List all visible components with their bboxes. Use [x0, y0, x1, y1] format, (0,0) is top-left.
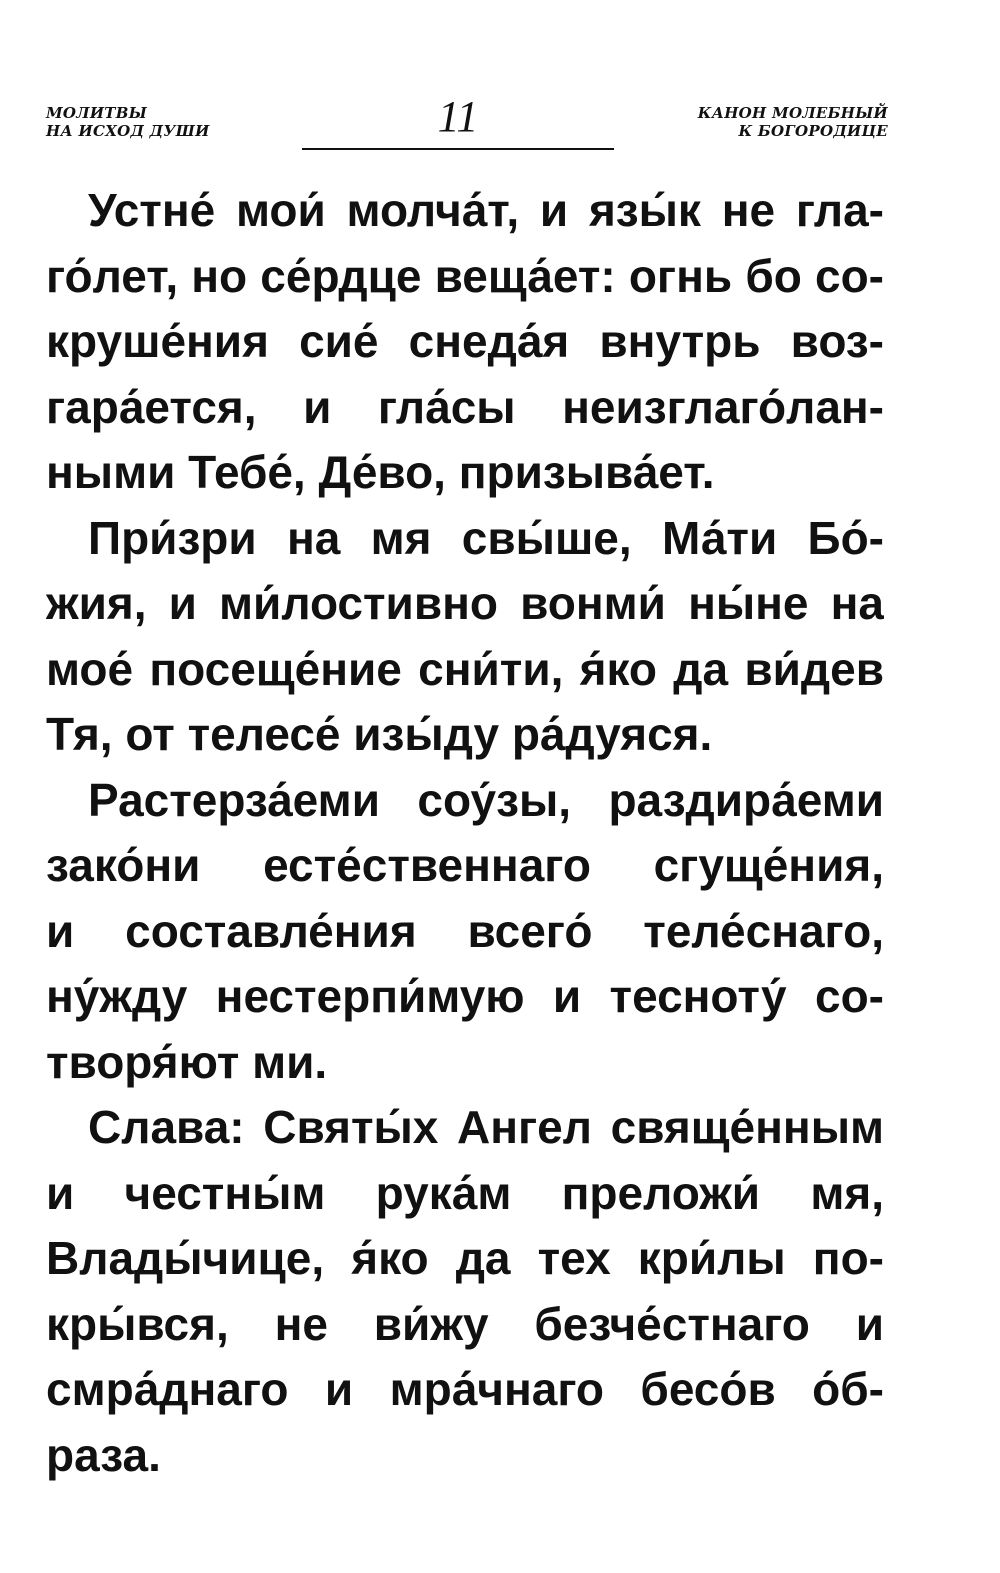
text-line: и честны́м рука́м преложи́ мя,: [46, 1166, 884, 1219]
text-line: Тя, от телесе́ изы́ду ра́дуяся.: [46, 708, 713, 760]
header-right-line-1: КАНОН МОЛЕБНЫЙ: [697, 104, 888, 122]
text-line: зако́ни есте́ственнаго сгуще́ния,: [46, 839, 884, 891]
text-line: жия, и ми́лостивно вонми́ ны́не на: [46, 577, 884, 629]
running-header: [0, 0, 1000, 160]
text-line: Влады́чице, я́ко да тех кри́лы по-: [46, 1232, 884, 1284]
text-line: Слава: Святы́х Ангел свяще́нным: [88, 1101, 884, 1153]
text-line: круше́ния сие́ снеда́я внутрь воз-: [46, 315, 884, 367]
text-line: кры́вся, не ви́жу безче́стнаго и: [46, 1297, 884, 1350]
text-line: и составле́ния всего́ теле́снаго,: [46, 904, 884, 957]
text-line: го́лет, но се́рдце веща́ет: огнь бо со-: [46, 249, 884, 302]
paragraph-2: [46, 506, 884, 768]
paragraph-3: [46, 768, 884, 1096]
paragraph-1: [46, 178, 884, 506]
paragraph-4: [46, 1095, 884, 1488]
text-line: смра́днаго и мра́чнаго бесо́в о́б-: [46, 1363, 884, 1415]
header-right-title: [698, 104, 888, 140]
body-text: [46, 178, 884, 1488]
text-line: гара́ется, и гла́сы неизглаго́лан-: [46, 380, 884, 433]
header-left-line-2: НА ИСХОД ДУШИ: [46, 122, 210, 140]
header-right-line-2: К БОГОРОДИЦЕ: [738, 122, 888, 140]
text-line: Растерза́еми соу́зы, раздира́еми: [88, 773, 884, 826]
text-line: раза.: [46, 1428, 161, 1481]
text-line: ну́жду нестерпи́мую и тесноту́ со-: [46, 970, 884, 1022]
header-left-line-1: МОЛИТВЫ: [46, 104, 148, 122]
page-number: 11: [437, 92, 479, 141]
header-left-title: [46, 104, 210, 140]
header-rule: [302, 148, 614, 150]
text-line: При́зри на мя свы́ше, Ма́ти Бо́-: [88, 511, 884, 564]
text-line: ными Тебе́, Де́во, призыва́ет.: [46, 446, 715, 498]
text-line: творя́ют ми.: [46, 1035, 328, 1088]
text-line: мое́ посеще́ние сни́ти, я́ко да ви́дев: [46, 642, 884, 695]
text-line: Устне́ мои́ молча́т, и язы́к не гла-: [88, 184, 884, 236]
